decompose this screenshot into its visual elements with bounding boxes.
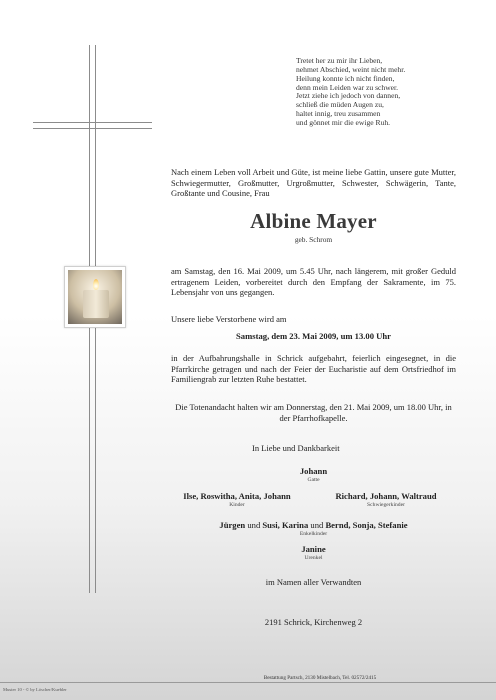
grandchild-name: Jürgen	[219, 520, 246, 530]
mourner-role: Urenkel	[304, 555, 323, 561]
candle-flame-icon	[93, 279, 99, 290]
mourner-role: Gatte	[307, 477, 320, 483]
relatives-line: im Namen aller Verwandten	[265, 577, 362, 587]
mourner-in-laws	[311, 491, 461, 508]
poem-line: denn mein Leiden war zu schwer.	[296, 82, 399, 92]
funeral-intro-text: Unsere liebe Verstorbene wird am	[171, 314, 287, 324]
death-notice-text: am Samstag, den 16. Mai 2009, um 5.45 Uhr, nach längerem, mit großer Geduld ertragenem Leiden, vorbereitet durch den Empfang der Sakramente, im 75. Lebensjahr von uns gegangen.	[171, 266, 456, 298]
corner-credit: Muster 10 - © by Löscher/Kuebler	[3, 687, 67, 692]
mourner-name: Janine	[301, 544, 326, 554]
candle-photo	[64, 266, 126, 328]
mourner-children	[162, 491, 312, 508]
poem-line: nehmet Abschied, weint nicht mehr.	[296, 64, 406, 74]
poem-line: Heilung konnte ich nicht finden,	[296, 73, 395, 83]
grandchild-name: Bernd, Sonja, Stefanie	[325, 520, 408, 530]
grandchild-name: Susi, Karina	[262, 520, 309, 530]
candle-image	[68, 270, 122, 324]
mourner-role: Enkelkinder	[299, 531, 328, 537]
joiner-word: und	[247, 520, 261, 530]
grief-line: In Liebe und Dankbarkeit	[252, 443, 340, 453]
poem-line: schließ die müden Augen zu,	[296, 100, 384, 110]
poem-line: haltet innig, treu zusammen	[296, 109, 381, 119]
mourner-husband	[171, 466, 456, 483]
cross-horizontal-line-top	[33, 122, 152, 123]
mourner-name	[171, 520, 456, 530]
address: 2191 Schrick, Kirchenweg 2	[264, 617, 363, 627]
funeral-date: Samstag, dem 23. Mai 2009, um 13.00 Uhr	[236, 331, 391, 341]
deceased-name: Albine Mayer	[250, 209, 377, 233]
joiner-word: und	[310, 520, 324, 530]
poem-line: Tretet her zu mir ihr Lieben,	[296, 56, 383, 65]
funeral-home-footer: Bestattung Partsch, 2130 Mistelbach, Tel. 02572/2415	[263, 675, 377, 681]
mourner-name: Johann	[299, 466, 328, 476]
birth-name: geb. Schrom	[294, 235, 333, 244]
poem	[296, 57, 466, 128]
mourner-name: Richard, Johann, Waltraud	[335, 491, 437, 501]
mourner-role: Kinder	[229, 502, 245, 508]
mourner-role: Schwiegerkinder	[367, 502, 405, 508]
poem-line: Jetzt ziehe ich jedoch von dannen,	[296, 91, 401, 101]
mourner-name: Ilse, Roswitha, Anita, Johann	[183, 491, 291, 501]
mourner-great-grandchild	[171, 544, 456, 561]
poem-line: und gönnet mir die ewige Ruh.	[296, 117, 391, 127]
mourner-grandchildren	[171, 520, 456, 537]
cross-horizontal-line-bottom	[33, 128, 152, 129]
burial-text: in der Aufbahrungshalle in Schrick aufgebahrt, feierlich eingesegnet, in die Pfarrkirche getragen und nach der Feier der Eucharistie auf dem Ortsfriedhof im Familiengrab zur letzten Ruhe bestattet.	[171, 353, 456, 385]
prayer-service-text: Die Totenandacht halten wir am Donnerstag, den 21. Mai 2009, um 18.00 Uhr, in der Pfarrhofkapelle.	[175, 402, 452, 423]
candle-body	[83, 290, 109, 318]
footer-rule	[0, 682, 496, 683]
intro-text: Nach einem Leben voll Arbeit und Güte, ist meine liebe Gattin, unsere gute Mutter, Schwiegermutter, Großmutter, Urgroßmutter, Schwester, Schwägerin, Tante, Großtante und Cousine, Frau	[171, 167, 456, 199]
